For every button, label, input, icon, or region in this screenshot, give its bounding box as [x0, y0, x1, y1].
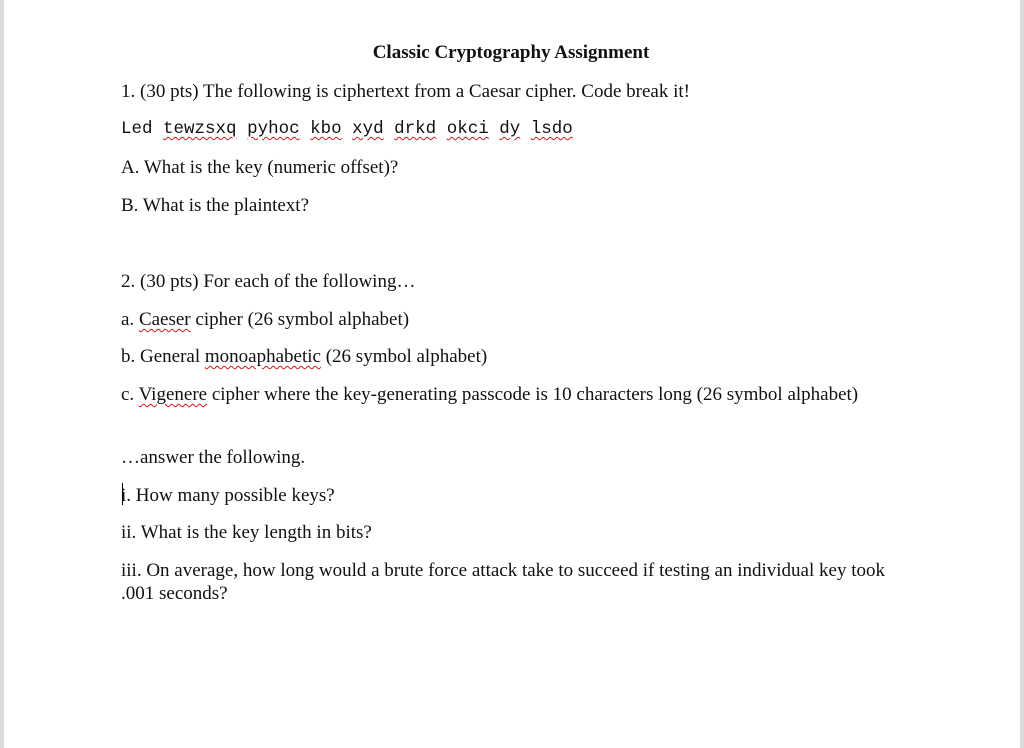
q2-sub-ii: ii. What is the key length in bits?: [121, 522, 372, 543]
cipher-word: kbo: [310, 119, 342, 139]
q1-ciphertext: [121, 119, 573, 139]
cipher-word: tewzsxq: [163, 119, 237, 139]
cipher-word: okci: [446, 119, 489, 139]
q2-item-a-suffix: cipher (26 symbol alphabet): [190, 309, 410, 330]
cipher-word: drkd: [394, 119, 437, 139]
q2-item-b-prefix: b. General: [121, 346, 205, 367]
q2-item-c-word: Vigenere: [138, 384, 208, 405]
q2-sub-i: [121, 485, 335, 507]
cipher-word: dy: [499, 119, 521, 139]
q2-item-c: [121, 383, 896, 406]
cipher-word: xyd: [352, 119, 384, 139]
page-edge-right: [1020, 0, 1024, 748]
q2-answer-following: …answer the following.: [121, 447, 306, 468]
cipher-word: pyhoc: [247, 119, 300, 139]
q1-header: 1. (30 pts) The following is ciphertext from a Caesar cipher. Code break it!: [121, 81, 690, 102]
cipher-word: Led: [121, 119, 153, 139]
q1-part-b: B. What is the plaintext?: [121, 195, 310, 216]
page-title: Classic Cryptography Assignment: [372, 42, 650, 63]
q1-part-a: A. What is the key (numeric offset)?: [121, 157, 399, 178]
q2-sub-iii: iii. On average, how long would a brute force attack take to succeed if testing an individual key took .001 seconds?: [121, 560, 885, 604]
q2-item-b-word: monoaphabetic: [204, 346, 321, 367]
q2-item-c-suffix: cipher where the key-generating passcode is 10 characters long (26 symbol alphabet): [207, 384, 859, 405]
q2-sub-i-text: i. How many possible keys?: [121, 485, 335, 506]
q2-item-a: [121, 309, 409, 331]
q2-item-b-suffix: (26 symbol alphabet): [320, 346, 488, 367]
q2-item-c-prefix: c.: [121, 384, 139, 405]
q2-header: 2. (30 pts) For each of the following…: [121, 271, 416, 292]
q2-item-a-prefix: a.: [121, 309, 139, 330]
q2-item-b: [121, 346, 487, 368]
cipher-word: lsdo: [530, 119, 573, 139]
q2-item-a-word: Caeser: [138, 309, 191, 330]
page-edge-left: [0, 0, 4, 748]
